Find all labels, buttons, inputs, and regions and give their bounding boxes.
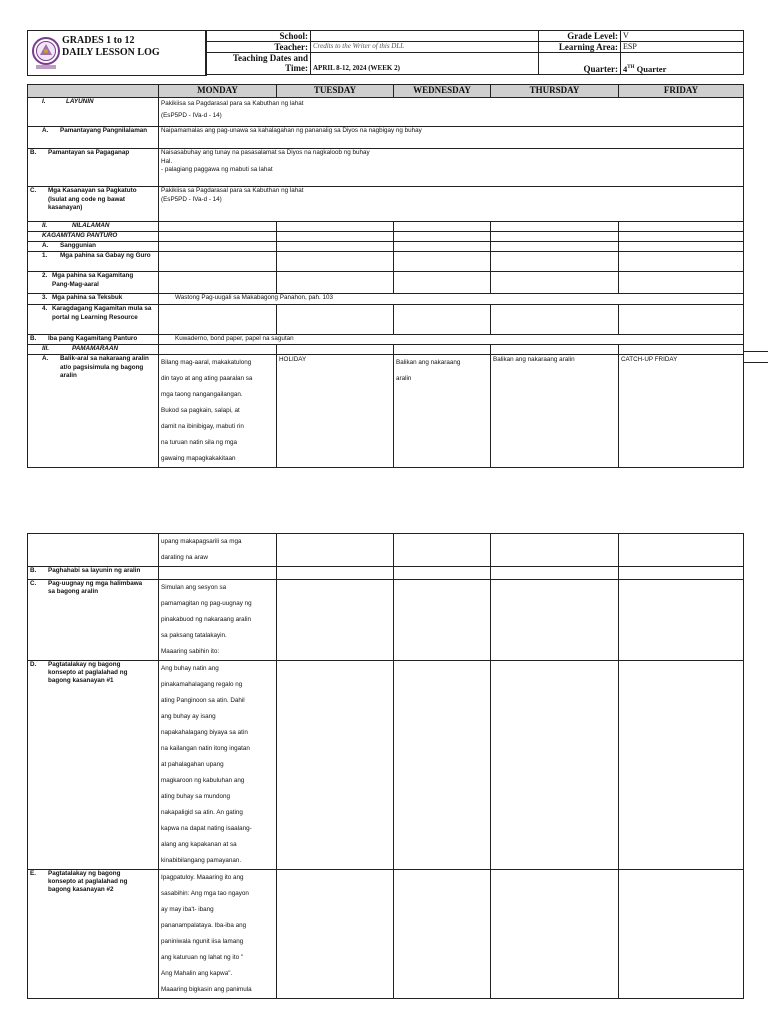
konsepto-1-monday: Ang buhay natin ang pinakamahalagang regalo ng ating Panginoon sa atin. Dahil ang buhay ay isang napakahalagang biyaya sa atin na kailangan natin itong ingatan at pahalagahan upang magkaroon ng kabuluhan ang ating buhay sa mundong nakapaligid sa atin. An gating kapwa na dapat nating isaalang- alang ang kapakanan at sa kinabibilangang pamayanan. bbox=[159, 661, 277, 870]
row-iba-pang-kagamitan: B. Iba pang Kagamitang Panturo Kuwaderno, bond paper, papel na sagutan bbox=[28, 335, 744, 345]
school-label: School: bbox=[206, 31, 311, 42]
deped-seal-icon bbox=[31, 34, 61, 72]
header-info-table bbox=[205, 30, 744, 75]
grades-title: GRADES 1 to 12 bbox=[62, 35, 135, 46]
day-header-thursday: THURSDAY bbox=[491, 85, 619, 98]
row-layunin: I. LAYUNIN Pakikiisa sa Pagdarasal para sa Kabuthan ng lahat (EsP5PD - IVa-d - 14) bbox=[28, 98, 744, 127]
row-kagamitang-panturo: KAGAMITANG PANTURO bbox=[28, 232, 744, 242]
row-konsepto-2: E. Pagtatalakay ng bagong konsepto at paglalahad ng bagong kasanayan #2 Ipagpatuloy. Maaaring ito ang sasabihin: Ang mga tao ngayon ay may iba't- ibang pananampalataya. Iba-iba ang paniniwala ngunit iisa lamang ang katuruan ng lahat ng ito " Ang Mahalin ang kapwa". Maaaring bigkasin ang panimula bbox=[28, 870, 744, 999]
day-header-friday: FRIDAY bbox=[619, 85, 744, 98]
title-block bbox=[27, 30, 207, 76]
row-sanggunian: A. Sanggunian bbox=[28, 242, 744, 252]
lesson-log-table-continued bbox=[27, 533, 744, 999]
konsepto-2-monday: Ipagpatuloy. Maaaring ito ang sasabihin: Ang mga tao ngayon ay may iba't- ibang pananampalataya. Iba-iba ang paniniwala ngunit iisa lamang ang katuruan ng lahat ng ito " Ang Mahalin ang kapwa". Maaaring bigkasin ang panimula bbox=[159, 870, 277, 999]
day-header-monday: MONDAY bbox=[159, 85, 277, 98]
row-balik-aral: A. Balik-aral sa nakaraang aralin at/o pagsisimula ng bagong aralin Bilang mag-aaral, makakatulong din tayo at ang ating paaralan sa mga taong nangangailangan. Bukod sa pagkain, salapi, at damit na ibinibigay, mabuti rin na turuan natin sila ng mga gawaing mapagkakakitaan HOLIDAY Balikan ang nakaraang aralin Balikan ang nakaraang aralin CATCH-UP FRIDAY bbox=[28, 355, 744, 468]
teaching-dates-value: APRIL 8-12, 2024 (WEEK 2) bbox=[311, 53, 539, 75]
log-title: DAILY LESSON LOG bbox=[62, 47, 160, 58]
row-gabay-guro: 1. Mga pahina sa Gabay ng Guro bbox=[28, 252, 744, 272]
balik-aral-wednesday: Balikan ang nakaraang aralin bbox=[394, 355, 491, 468]
row-continuation: upang makapagsarili sa mga darating na araw bbox=[28, 534, 744, 567]
balik-aral-tuesday: HOLIDAY bbox=[277, 355, 394, 468]
table-overflow-line bbox=[743, 362, 768, 363]
day-header-tuesday: TUESDAY bbox=[277, 85, 394, 98]
teacher-label: Teacher: bbox=[206, 42, 311, 53]
teaching-dates-label: Teaching Dates and Time: bbox=[206, 53, 311, 75]
row-karagdagang-kagamitan: 4. Karagdagang Kagamitan mula sa portal ng Learning Resource bbox=[28, 305, 744, 335]
balik-aral-monday: Bilang mag-aaral, makakatulong din tayo at ang ating paaralan sa mga taong nangangailangan. Bukod sa pagkain, salapi, at damit na ibinibigay, mabuti rin na turuan natin sila ng mga gawaing mapagkakakitaan bbox=[159, 355, 277, 468]
balik-aral-friday: CATCH-UP FRIDAY bbox=[619, 355, 744, 468]
row-konsepto-1: D. Pagtatalakay ng bagong konsepto at paglalahad ng bagong kasanayan #1 Ang buhay natin ang pinakamahalagang regalo ng ating Panginoon sa atin. Dahil ang buhay ay isang napakahalagang biyaya sa atin na kailangan natin itong ingatan at pahalagahan upang magkaroon ng kabuluhan ang ating buhay sa mundong nakapaligid sa atin. An gating kapwa na dapat nating isaalang- alang ang kapakanan at sa kinabibilangang pamayanan. bbox=[28, 661, 744, 870]
row-mga-kasanayan: C. Mga Kasanayan sa Pagkatuto (Isulat ang code ng bawat kasanayan) Pakikiisa sa Pagdarasal para sa Kabuthan ng lahat (EsP5PD - IVa-d - 14) bbox=[28, 187, 744, 222]
learning-area-value: ESP bbox=[621, 42, 744, 53]
school-value bbox=[311, 31, 539, 42]
quarter-label: Quarter: bbox=[539, 53, 621, 75]
pag-uugnay-monday: Simulan ang sesyon sa pamamagitan ng pag-uugnay ng pinakabuod ng nakaraang aralin sa paksang tatalakayin. Maaaring sabihin ito: bbox=[159, 580, 277, 661]
row-pamamaraan: III. PAMAMARAAN bbox=[28, 345, 744, 355]
corner-cell bbox=[28, 85, 159, 98]
lesson-log-table bbox=[27, 84, 744, 468]
row-pamantayan-pagganap: B. Pamantayan sa Pagaganap Naisasabuhay ang tunay na pasasalamat sa Diyos na nagkaloob ng buhay Hal. - palagiang paggawa ng mabuti sa lahat bbox=[28, 149, 744, 187]
row-teksbuk: 3. Mga pahina sa Teksbuk Wastong Pag-uugali sa Makabagong Panahon, pah. 103 bbox=[28, 294, 744, 305]
table-overflow-line bbox=[743, 351, 768, 352]
balik-aral-thursday: Balikan ang nakaraang aralin bbox=[491, 355, 619, 468]
learning-area-label: Learning Area: bbox=[539, 42, 621, 53]
day-header-wednesday: WEDNESDAY bbox=[394, 85, 491, 98]
row-pamantayang-pangnilalaman: A. Pamantayang Pangnilalaman Naipamamalas ang pag-unawa sa kahalagahan ng pananalig sa Diyos na nagbigay ng buhay bbox=[28, 127, 744, 149]
quarter-value: 4TH Quarter bbox=[621, 53, 744, 75]
row-nilalaman: II. NILALAMAN bbox=[28, 222, 744, 232]
grade-level-label: Grade Level: bbox=[539, 31, 621, 42]
row-pag-uugnay: C. Pag-uugnay ng mga halimbawa sa bagong aralin Simulan ang sesyon sa pamamagitan ng pag-uugnay ng pinakabuod ng nakaraang aralin sa paksang tatalakayin. Maaaring sabihin ito: bbox=[28, 580, 744, 661]
grade-level-value: V bbox=[621, 31, 744, 42]
row-paghahabi: B. Paghahabi sa layunin ng aralin bbox=[28, 567, 744, 580]
row-kagamitang-mag-aaral: 2. Mga pahina sa Kagamitang Pang-Mag-aaral bbox=[28, 272, 744, 294]
teacher-value: Credits to the Writer of this DLL bbox=[311, 42, 539, 53]
